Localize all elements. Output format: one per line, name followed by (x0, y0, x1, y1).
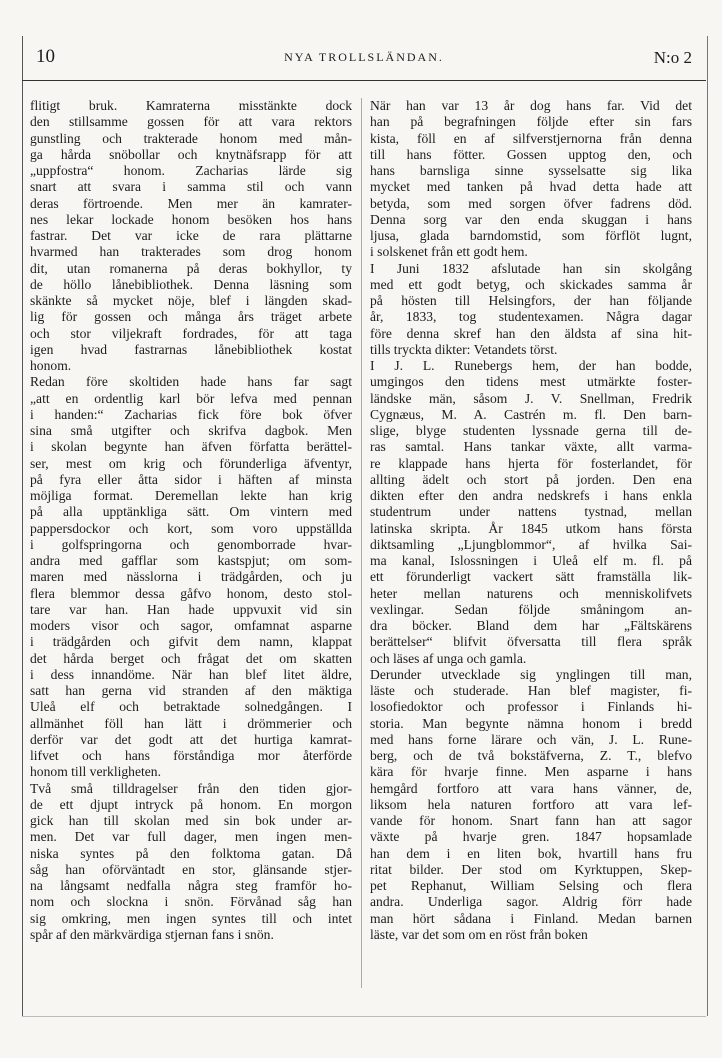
text-line: på alla upptänkliga sätt. Om vintern med (30, 504, 352, 520)
text-line: niska syntes på den folktoma gatan. Då (30, 845, 352, 861)
text-line: dit, utan romanerna på deras bokhyllor, ty (30, 260, 352, 276)
text-line: allmänhet föll han lätt i drömmerier och (30, 715, 352, 731)
text-line: ländske män, såsom J. V. Snellman, Fredrik (370, 390, 692, 406)
header-rule (22, 80, 706, 81)
text-line: ga hårda snöbollar och knytnäfsrapp för att (30, 146, 352, 162)
text-line: heter mellan naturens och menniskolifvets (370, 585, 692, 601)
text-line: I J. L. Runebergs hem, der han bodde, (370, 358, 692, 373)
text-line: hans barnsliga sinne sysselsatte sig lika (370, 163, 692, 178)
text-line: honom till verkligheten. (30, 764, 162, 780)
text-line: spår af den märkvärdiga stjernan fans i snön. (30, 926, 274, 942)
text-line: Redan före skoltiden hade hans far sagt (30, 374, 352, 390)
text-line: liksom hela naturen fortforo att vara lef- (370, 796, 692, 812)
text-line: nes lekar lockade honom besöken hos hans (30, 211, 352, 227)
issue-number: N:o 2 (653, 48, 692, 67)
text-line: snart att svara i samma stil och vann (30, 179, 352, 195)
text-line: na långsamt nedfalla några steg framför ho- (30, 878, 352, 893)
text-line: re klappade hans hjerta för fosterlandet, för (370, 455, 692, 471)
text-line: vexlingar. Sedan följde småningom an- (370, 601, 692, 617)
text-line: läste och studerade. Han blef magister, fi- (370, 683, 692, 698)
bottom-rule (22, 1016, 706, 1017)
text-line: umgingos den tidens mest utmärkte foster- (370, 374, 692, 390)
text-line: lifvet och hans förståndiga mor återförde (30, 748, 352, 763)
text-line: allting ädelt och stort på jorden. Den ena (370, 471, 692, 487)
text-line: vande för honom. Snart fann han att sagor (370, 813, 692, 828)
text-line: satt han gerna vid stranden af den mäktiga (30, 683, 352, 698)
text-line: pet Rephanut, William Selsing och flera (370, 878, 692, 893)
text-line: Derunder utvecklade sig ynglingen till man, (370, 666, 692, 682)
text-line: derför var det godt att det hurtiga kamrat- (30, 731, 352, 747)
text-line: deras förtroende. Men mer än kamrater- (30, 195, 352, 211)
text-line: honom. (30, 358, 72, 373)
text-line: dra böcker. Bland dem har „Fältskärens (370, 618, 692, 633)
text-line: mycket med tanken på hvad detta hade att (370, 179, 692, 195)
text-line: i handen:“ Zacharias fick före bok öfver (30, 406, 352, 422)
text-line: lig för gossen och många års träget arbete (30, 309, 352, 325)
text-line: hemgård fortforo att vara hans vänner, de, (370, 780, 692, 796)
text-line: han på begrafningen följde efter sin fars (370, 114, 692, 130)
text-line: latinska skripta. År 1845 utkom hans första (370, 520, 692, 536)
text-line: såg han oförväntadt en stor, glänsande stjer- (30, 861, 352, 877)
column-divider (361, 98, 362, 988)
text-line: „att en ordentlig karl bör lefva med pennan (30, 390, 352, 406)
text-line: men. Det var full dager, men ingen men- (30, 829, 352, 845)
text-line: i solskenet från ett godt hem. (370, 244, 528, 260)
text-line: sig omkring, men ingen syntes till och intet (30, 910, 352, 926)
text-line: det hårda berget och frågat det om skatten (30, 650, 352, 666)
text-line: den stillsamme gossen för att vara rektors (30, 114, 352, 130)
text-line: ser, mest om krig och förunderliga äfventyr, (30, 455, 352, 471)
text-line: ritat bilder. Der stod om Kyrktuppen, Skep- (370, 861, 692, 877)
text-line: möjliga format. Deremellan lekte han krig (30, 488, 352, 503)
text-line: ett förunderligt vackert sätt framställa lik- (370, 569, 692, 585)
text-line: pappersdockor och kort, som voro uppställda (30, 520, 352, 536)
text-line: de höllo lånebibliothek. Denna läsning som (30, 276, 352, 292)
text-line: berättelser“ blifvit öfversatta till flera språk (370, 634, 692, 650)
running-title: NYA TROLLSLÄNDAN. (284, 50, 444, 64)
text-line: „uppfostra“ honom. Zacharias lärde sig (30, 163, 352, 178)
text-line: flitigt bruk. Kamraterna misstänkte dock (30, 98, 352, 113)
text-line: hvarmed han trakterades som drog honom (30, 244, 352, 260)
text-line: Denna sorg var den enda skuggan i hans (370, 211, 692, 227)
text-line: kära för hvarje finne. Men asparne i hans (370, 764, 692, 780)
text-line: storia. Man begynte nämna honom i bredd (370, 715, 692, 731)
text-line: Uleå elf och betraktade solnedgången. I (30, 699, 352, 715)
right-column (370, 98, 692, 943)
text-line: i golfspringorna och genomborrade hvar- (30, 536, 352, 552)
page-header (30, 40, 698, 80)
text-line: dikten efter den andra nedskrefs i hans enkla (370, 488, 692, 503)
text-line: på hösten till Helsingfors, der han följande (370, 293, 692, 308)
text-line: losofiedoktor och professor i Finlands hi- (370, 699, 692, 715)
text-line: berg, och de två bokstäfverna, Z. T., blefvo (370, 748, 692, 763)
text-line: på fyra eller åtta sidor i häften af minsta (30, 471, 352, 487)
text-line: före denna skref han den äldsta af sina hit- (370, 325, 692, 341)
text-line: ljusa, glada barndomstid, som förflöt lugnt, (370, 228, 692, 243)
text-line: i trädgården och gifvit dem namn, klappat (30, 634, 352, 650)
left-column (30, 98, 352, 943)
text-line: och stor viljekraft fordrades, för att taga (30, 325, 352, 341)
text-line: de ett djupt intryck på honom. En morgon (30, 796, 352, 812)
text-line: och läses af unga och gamla. (370, 650, 527, 666)
text-line: igen hvad fastrarnas lånebibliothek kostat (30, 341, 352, 357)
text-line: i dess innandöme. När han blef litet äldre, (30, 666, 352, 682)
text-line: ras samtal. Hans tankar växte, allt varma- (370, 439, 692, 455)
text-line: med hans forne lärare och vän, J. L. Rune- (370, 731, 692, 747)
text-line: tare var han. Han hade uppvuxit vid sin (30, 601, 352, 617)
text-line: växte på hvarje gren. 1847 hopsamlade (370, 829, 692, 845)
text-line: flera blemmor dessa gåfvo honom, desto stol- (30, 585, 352, 601)
text-line: i skolan begynte han äfven författa berättel- (30, 439, 352, 455)
text-line: Två små tilldragelser från den tiden gjor- (30, 780, 352, 796)
text-line: skänkte så mycket nöje, blef i längden skad- (30, 293, 352, 308)
text-line: till hans fötter. Gossen upptog den, och (370, 146, 692, 162)
text-line: ma kanal, Islossningen i Uleå elf m. fl. på (370, 553, 692, 568)
text-line: nom och slocknа i snön. Förvånad såg han (30, 894, 352, 910)
text-line: gunstling och trakterade honom med mån- (30, 130, 352, 146)
text-line: moders visor och sagor, omfamnat asparne (30, 618, 352, 633)
text-line: andra med gafflar som kastspjut; om som- (30, 553, 352, 568)
text-line: betyda, som med sorgen öfver fadrens död. (370, 195, 692, 211)
text-line: man hört sådana i Finland. Medan barnen (370, 910, 692, 926)
page-number: 10 (36, 46, 55, 67)
text-line: fastrar. Det var icke de rara plättarne (30, 228, 352, 243)
text-line: han dem i en liten bok, hvartill hans fru (370, 845, 692, 861)
text-line: med ett godt betyg, och skickades samma år (370, 276, 692, 292)
text-line: I Juni 1832 afslutade han sin skolgång (370, 260, 692, 276)
text-line: sina små utgifter och skrifva dagbok. Men (30, 423, 352, 438)
text-line: studentrum under nattens tystnad, mellan (370, 504, 692, 520)
text-line: andra. Underliga sagor. Aldrig förr hade (370, 894, 692, 910)
text-line: gick han till skolan med sin bok under ar- (30, 813, 352, 828)
text-line: kista, föll en af silfverstjernorna från denna (370, 130, 692, 146)
text-line: tills tryckta dikter: Vetandets törst. (370, 341, 558, 357)
text-line: När han var 13 år dog hans far. Vid det (370, 98, 692, 113)
text-line: Cygnæus, M. A. Castrén m. fl. Den barn- (370, 406, 692, 422)
text-line: diktsamling „Ljungblommor“, af hvilka Sai- (370, 536, 692, 552)
text-line: slige, blyge studenten lyssnade gerna till de- (370, 423, 692, 438)
text-line: maren med nässlorna i trädgården, och ju (30, 569, 352, 585)
text-line: år, 1833, tog studentexamen. Några dagar (370, 309, 692, 325)
text-line: läste, var det som om en röst från boken (370, 926, 588, 942)
